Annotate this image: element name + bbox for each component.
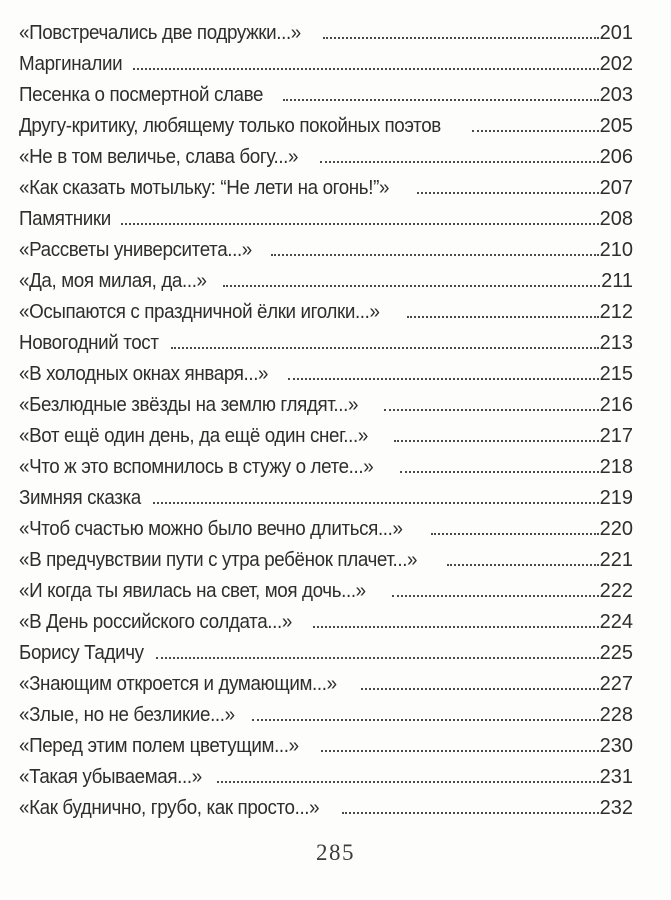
toc-entry-page-number: 217 (599, 425, 633, 447)
toc-entry-page-number: 210 (599, 239, 633, 261)
toc-entry-row (19, 146, 633, 177)
toc-entry-title: «Не в том величье, слава богу...» (19, 146, 299, 168)
toc-entry-row (19, 53, 633, 84)
dot-leader (472, 116, 599, 132)
toc-entry-row (19, 270, 633, 301)
dot-leader (392, 581, 599, 597)
toc-entry-title: «Перед этим полем цветущим...» (19, 735, 299, 757)
dot-leader (283, 85, 599, 101)
toc-entry-row (19, 673, 633, 704)
dot-leader (223, 271, 601, 287)
toc-entry-row (19, 456, 633, 487)
toc-entry-row (19, 115, 633, 146)
toc-entry-title: «Как сказать мотыльку: “Не лети на огонь!”» (19, 177, 390, 199)
toc-entry-page-number: 208 (599, 208, 633, 230)
toc-entry-title: Борису Тадичу (19, 642, 144, 664)
dot-leader (133, 54, 599, 70)
footer-page-number: 285 (316, 840, 355, 865)
dot-leader (400, 457, 599, 473)
toc-entry-page-number: 220 (599, 518, 633, 540)
dot-leader (153, 488, 599, 504)
dot-leader (342, 798, 598, 814)
toc-entry-title: «И когда ты явилась на свет, моя дочь...» (19, 580, 366, 602)
dot-leader (320, 147, 599, 163)
toc-entry-row (19, 363, 633, 394)
dot-leader (171, 333, 598, 349)
toc-entry-page-number: 228 (599, 704, 633, 726)
dot-leader (417, 178, 599, 194)
toc-entry-row (19, 208, 633, 239)
toc-entry-page-number: 230 (599, 735, 633, 757)
dot-leader (156, 643, 599, 659)
toc-entry-row (19, 425, 633, 456)
toc-entry-page-number: 205 (599, 115, 633, 137)
toc-entry-row (19, 549, 633, 580)
toc-entry-row (19, 177, 633, 208)
toc-entry-title: Другу-критику, любящему только покойных поэтов (19, 115, 441, 137)
toc-entry-row (19, 518, 633, 549)
dot-leader (217, 767, 598, 783)
toc-entry-row (19, 735, 633, 766)
toc-entry-page-number: 213 (599, 332, 633, 354)
toc-entry-row (19, 239, 633, 270)
toc-entry-title: Зимняя сказка (19, 487, 141, 509)
dot-leader (431, 519, 599, 535)
toc-entry-page-number: 201 (599, 22, 633, 44)
toc-entry-title: «В День российского солдата...» (19, 611, 292, 633)
toc-entry-title: «Вот ещё один день, да ещё один снег...» (19, 425, 368, 447)
dot-leader (288, 364, 599, 380)
toc-entry-row (19, 642, 633, 673)
toc-entry-title: Новогодний тост (19, 332, 159, 354)
toc-entry-row (19, 580, 633, 611)
toc-entry-page-number: 218 (599, 456, 633, 478)
dot-leader (252, 705, 598, 721)
toc-entry-page-number: 211 (601, 270, 633, 292)
toc-entry-page-number: 212 (599, 301, 633, 323)
dot-leader (271, 240, 599, 256)
toc-entry-title: «Как буднично, грубо, как просто...» (19, 797, 320, 819)
toc-entry-title: «Что ж это вспомнилось в стужу о лете...» (19, 456, 374, 478)
toc-entry-row (19, 797, 633, 828)
toc-entry-page-number: 232 (599, 797, 633, 819)
toc-entry-title: «В холодных окнах января...» (19, 363, 269, 385)
toc-entry-page-number: 227 (599, 673, 633, 695)
toc-entry-row (19, 84, 633, 115)
toc-entry-title: Памятники (19, 208, 111, 230)
toc-entry-row (19, 394, 633, 425)
toc-entry-title: «Чтоб счастью можно было вечно длиться...» (19, 518, 403, 540)
dot-leader (321, 736, 599, 752)
dot-leader (394, 426, 598, 442)
toc-entry-page-number: 206 (599, 146, 633, 168)
toc-entry-page-number: 216 (599, 394, 633, 416)
toc-entry-page-number: 215 (599, 363, 633, 385)
toc-entry-title: «Злые, но не безликие...» (19, 704, 235, 726)
toc-entry-row (19, 611, 633, 642)
toc-entry-title: «Повстречались две подружки...» (19, 22, 301, 44)
dot-leader (121, 209, 599, 225)
toc-entry-title: «В предчувствии пути с утра ребёнок плачет...» (19, 549, 418, 571)
toc-entry-page-number: 202 (599, 53, 633, 75)
toc-entry-row (19, 301, 633, 332)
dot-leader (407, 302, 599, 318)
toc-entry-row (19, 704, 633, 735)
toc-entry-page-number: 224 (599, 611, 633, 633)
toc-entry-title: Песенка о посмертной славе (19, 84, 264, 106)
toc-entry-row (19, 766, 633, 797)
toc-entry-page-number: 225 (599, 642, 633, 664)
toc-entry-page-number: 207 (599, 177, 633, 199)
toc-entry-title: «Да, моя милая, да...» (19, 270, 207, 292)
toc-entry-row (19, 332, 633, 363)
dot-leader (323, 23, 599, 39)
toc-entry-title: «Рассветы университета...» (19, 239, 252, 261)
toc-entry-title: «Знающим откроется и думающим...» (19, 673, 337, 695)
dot-leader (384, 395, 599, 411)
toc-entry-row (19, 22, 633, 53)
toc-entry-title: «Такая убываемая...» (19, 766, 202, 788)
toc-entry-page-number: 221 (599, 549, 633, 571)
toc-entry-title: Маргиналии (19, 53, 123, 75)
toc-entry-title: «Безлюдные звёзды на землю глядят...» (19, 394, 359, 416)
toc-entry-page-number: 222 (599, 580, 633, 602)
dot-leader (361, 674, 599, 690)
toc-entry-page-number: 231 (599, 766, 633, 788)
toc-entry-page-number: 203 (599, 84, 633, 106)
toc-list (19, 22, 633, 828)
toc-entry-page-number: 219 (599, 487, 633, 509)
toc-entry-row (19, 487, 633, 518)
toc-entry-title: «Осыпаются с праздничной ёлки иголки...» (19, 301, 380, 323)
dot-leader (313, 612, 598, 628)
dot-leader (447, 550, 599, 566)
